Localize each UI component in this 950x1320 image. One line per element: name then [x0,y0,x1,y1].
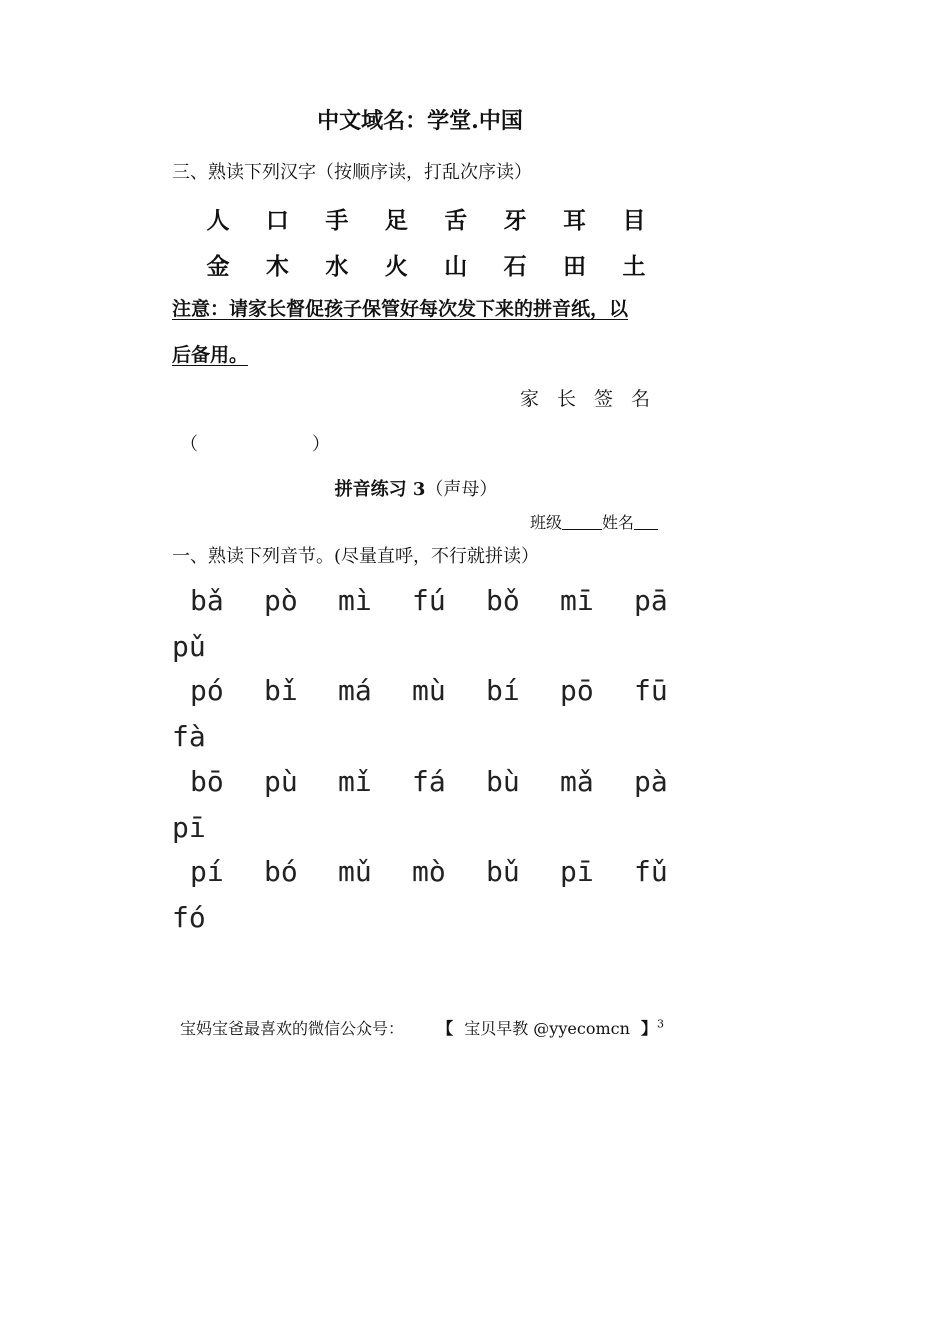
hanzi-char: 木 [265,253,289,280]
open-paren: （ [180,434,198,455]
hanzi-char: 山 [444,253,468,280]
hanzi-char: 水 [325,253,349,280]
parent-signature-label: 家长签名 [520,388,669,410]
pinyin-syllable: mǔ [338,855,372,888]
hanzi-char: 土 [622,253,646,280]
pinyin-syllable: mù [412,674,446,707]
pinyin-syllable-wrapped: pǔ [172,630,206,663]
notice-line-2: 后备用。 [172,344,249,366]
pinyin-syllable: bí [486,674,520,707]
pinyin-syllable: bǒ [486,584,520,617]
footer-bracket-open: 【 [437,1019,454,1038]
name-blank[interactable] [634,529,658,530]
pinyin-row-4 [190,855,708,888]
pinyin-syllable: fá [412,765,446,798]
pinyin-syllable: bó [264,855,298,888]
practice-title-suffix: （声母） [425,479,498,500]
footer-bracket-close: 】 [640,1019,657,1038]
pinyin-syllable: pó [190,674,224,707]
pinyin-row-3 [190,765,708,798]
hanzi-char: 人 [206,207,230,234]
pinyin-syllable: bō [190,765,224,798]
footer-text: 宝妈宝爸最喜欢的微信公众号： [180,1019,405,1038]
pinyin-syllable: mǐ [338,765,372,798]
pinyin-syllable-wrapped: fà [172,720,206,753]
pinyin-syllable: bǎ [190,584,224,617]
hanzi-char: 田 [563,253,587,280]
hanzi-char: 石 [503,253,527,280]
section-1-instruction: 一、熟读下列音节。(尽量直呼，不行就拼读） [172,546,540,567]
hanzi-row-1 [196,202,656,235]
practice-title-main: 拼音练习 3 [334,479,426,500]
hanzi-char: 牙 [503,207,527,234]
pinyin-syllable: mò [412,855,446,888]
class-label: 班级 [530,513,563,532]
hanzi-char: 火 [384,253,408,280]
notice-line-1: 注意：请家长督促孩子保管好每次发下来的拼音纸，以 [172,298,629,320]
pinyin-syllable: pà [634,765,668,798]
pinyin-syllable: mì [338,584,372,617]
page-title: 中文域名：学堂.中国 [317,108,523,134]
pinyin-syllable-wrapped: pī [172,811,206,844]
hanzi-char: 耳 [563,207,587,234]
pinyin-row-1 [190,584,708,617]
signature-blank [180,430,330,456]
hanzi-char: 目 [622,207,646,234]
close-paren: ） [312,434,330,455]
pinyin-syllable: mī [560,584,594,617]
class-blank[interactable] [562,529,602,530]
pinyin-syllable: pù [264,765,298,798]
footer-account: 宝贝早教 @yyecomcn [464,1019,630,1038]
page-number: 3 [657,1017,664,1031]
section-3-instruction: 三、熟读下列汉字（按顺序读，打乱次序读） [172,162,532,183]
hanzi-char: 足 [384,207,408,234]
name-label: 姓名 [602,513,635,532]
class-name-fields [530,510,658,533]
pinyin-syllable: mǎ [560,765,594,798]
pinyin-syllable: má [338,674,372,707]
pinyin-row-2 [190,674,708,707]
pinyin-syllable: pō [560,674,594,707]
pinyin-syllable: pī [560,855,594,888]
hanzi-char: 舌 [444,207,468,234]
hanzi-char: 手 [325,207,349,234]
pinyin-syllable: fū [634,674,668,707]
pinyin-syllable-wrapped: fó [172,901,206,934]
pinyin-syllable: pí [190,855,224,888]
hanzi-row-2 [196,248,656,281]
hanzi-char: 金 [206,253,230,280]
pinyin-syllable: bù [486,765,520,798]
pinyin-syllable: fǔ [634,855,668,888]
hanzi-char: 口 [265,207,289,234]
pinyin-syllable: bǔ [486,855,520,888]
pinyin-syllable: bǐ [264,674,298,707]
pinyin-syllable: pā [634,584,668,617]
footer [180,1016,664,1039]
practice-title [0,475,832,501]
pinyin-syllable: fú [412,584,446,617]
pinyin-syllable: pò [264,584,298,617]
